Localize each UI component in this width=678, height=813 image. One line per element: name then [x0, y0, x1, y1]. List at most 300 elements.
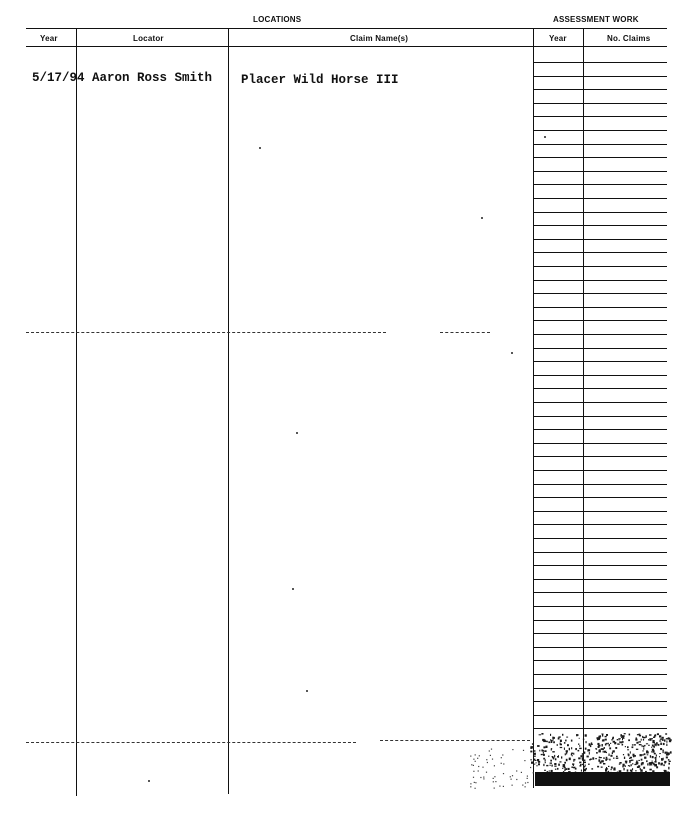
scan-speck [544, 136, 546, 138]
scan-noise-speck [583, 739, 585, 740]
scan-noise-speck [527, 778, 528, 779]
scan-noise-speck [537, 765, 538, 767]
scan-noise-speck [609, 747, 611, 749]
assessment-grid-row [533, 307, 667, 308]
scan-noise-speck [567, 768, 569, 770]
assessment-grid-row [533, 497, 667, 498]
scan-noise-speck [662, 750, 664, 751]
scan-noise-speck [605, 743, 607, 745]
scan-noise-speck [512, 749, 513, 750]
scan-noise-speck [525, 786, 526, 787]
scan-noise-speck [492, 759, 493, 760]
scan-noise-speck [544, 770, 546, 771]
column-header-claim-names: Claim Name(s) [350, 34, 409, 43]
scan-noise-speck [629, 766, 630, 767]
scan-noise-speck [502, 754, 503, 755]
scan-noise-speck [605, 739, 607, 741]
scan-noise-speck [625, 761, 627, 764]
scan-noise-speck [660, 739, 662, 740]
scan-noise-speck [659, 735, 661, 737]
scan-noise-speck [560, 740, 562, 742]
scan-noise-speck [579, 745, 580, 746]
assessment-grid-row [533, 103, 667, 104]
scan-noise-speck [603, 751, 604, 753]
scan-noise-speck [545, 759, 546, 761]
scan-noise-speck [599, 757, 600, 759]
scan-noise-speck [560, 747, 563, 748]
scan-noise-speck [608, 766, 609, 767]
scan-noise-speck [646, 743, 648, 744]
scan-noise-speck [659, 753, 661, 754]
scan-noise-speck [579, 738, 580, 739]
column-header-year: Year [40, 34, 58, 43]
scan-noise-speck [539, 734, 542, 735]
scan-noise-speck [479, 755, 480, 756]
scan-noise-speck [663, 764, 665, 766]
scan-noise-speck [551, 749, 552, 750]
scan-noise-speck [609, 759, 610, 761]
assessment-grid-row [533, 470, 667, 471]
scan-noise-speck [495, 781, 496, 782]
scan-noise-speck [576, 734, 578, 736]
scan-speck [511, 352, 513, 354]
scan-noise-speck [656, 766, 658, 768]
scan-noise-speck [471, 764, 472, 765]
column-header-assessment-year: Year [549, 34, 567, 43]
scan-noise-speck [641, 763, 643, 765]
scan-noise-speck [642, 750, 643, 751]
assessment-grid-row [533, 484, 667, 485]
scan-noise-speck [494, 776, 495, 777]
scan-noise-speck [566, 759, 568, 761]
scan-noise-speck [531, 746, 533, 748]
scan-noise-speck [627, 749, 629, 750]
scan-noise-speck [642, 754, 643, 756]
scan-noise-speck [552, 739, 553, 740]
scan-noise-speck [668, 759, 670, 761]
scan-noise-speck [512, 775, 513, 776]
scan-noise-speck [656, 742, 658, 744]
scan-noise-speck [666, 754, 668, 755]
scan-noise-speck [587, 756, 589, 758]
scan-noise-speck [538, 763, 540, 765]
scan-noise-speck [610, 743, 611, 744]
scan-noise-speck [598, 746, 600, 748]
scan-noise-speck [571, 747, 572, 749]
scan-noise-speck [532, 744, 533, 745]
scan-noise-speck [605, 759, 607, 761]
scan-noise-speck [605, 736, 607, 737]
scan-noise-speck [617, 739, 618, 740]
scan-noise-speck [663, 743, 665, 745]
scan-noise-speck [601, 734, 603, 735]
scan-noise-speck [609, 744, 610, 746]
scan-noise-speck [478, 770, 479, 771]
scan-noise-speck [655, 757, 656, 759]
scan-noise-speck [511, 779, 512, 780]
scan-noise-speck [646, 735, 647, 737]
scan-noise-speck [553, 741, 555, 743]
scan-noise-speck [567, 744, 569, 746]
scan-noise-speck [525, 782, 526, 783]
scan-noise-speck [661, 758, 663, 761]
scan-noise-speck [632, 744, 633, 745]
scan-speck [259, 147, 261, 149]
scan-noise-speck [501, 763, 502, 764]
scan-noise-speck [616, 756, 618, 757]
scan-noise-speck [491, 749, 492, 750]
assessment-grid-row [533, 361, 667, 362]
scan-noise-speck [636, 749, 638, 750]
scan-noise-speck [489, 750, 490, 751]
scan-noise-speck [604, 751, 606, 753]
scan-noise-speck [598, 750, 601, 752]
scan-noise-speck [654, 746, 655, 748]
scan-noise-speck [670, 739, 672, 741]
assessment-grid-row [533, 552, 667, 553]
scan-noise-speck [565, 768, 567, 770]
scan-noise-speck [530, 751, 532, 753]
scan-noise-speck [612, 752, 613, 754]
scan-noise-speck [549, 771, 551, 772]
scan-noise-speck [622, 744, 624, 746]
assessment-grid-row [533, 620, 667, 621]
scan-noise-speck [654, 753, 656, 755]
scan-noise-speck [582, 759, 584, 761]
scan-noise-speck [666, 752, 667, 754]
scan-noise-speck [473, 759, 474, 760]
scan-noise-speck [531, 762, 533, 764]
scan-noise-speck [474, 782, 475, 783]
assessment-grid-row [533, 647, 667, 648]
scan-noise-speck [659, 756, 660, 757]
scan-noise-speck [668, 737, 670, 739]
scan-noise-speck [584, 762, 586, 763]
scan-noise-speck [622, 738, 623, 740]
scan-noise-speck [670, 751, 672, 753]
scan-noise-speck [585, 734, 587, 736]
scan-noise-speck [613, 737, 615, 739]
entry-locator: Aaron Ross Smith [92, 71, 213, 85]
scan-noise-speck [602, 739, 604, 741]
scan-noise-speck [619, 764, 621, 765]
scan-noise-speck [483, 777, 484, 778]
scan-noise-speck [633, 755, 635, 757]
scan-noise-speck [584, 769, 586, 771]
scan-noise-speck [550, 760, 552, 762]
assessment-grid-row [533, 116, 667, 117]
assessment-grid-row [533, 62, 667, 63]
scan-noise-speck [558, 764, 560, 766]
scan-noise-speck [559, 761, 561, 762]
scan-noise-speck [611, 767, 613, 769]
scan-noise-speck [631, 764, 632, 766]
scan-noise-speck [640, 744, 642, 745]
scan-noise-speck [490, 755, 491, 756]
scan-noise-speck [597, 766, 599, 768]
scan-noise-speck [527, 782, 528, 783]
scan-noise-speck [533, 772, 534, 773]
scan-noise-speck [601, 760, 604, 762]
scan-noise-speck [627, 769, 629, 771]
scan-noise-speck [641, 739, 642, 741]
scan-noise-speck [550, 734, 551, 736]
scan-noise-speck [499, 786, 500, 787]
scan-noise-speck [649, 769, 651, 771]
scan-noise-speck [503, 763, 504, 764]
scan-noise-speck [611, 769, 612, 770]
scan-noise-speck [493, 778, 494, 779]
scan-noise-speck [652, 761, 653, 762]
scan-noise-speck [649, 734, 652, 735]
assessment-grid-row [533, 144, 667, 145]
scan-noise-speck [590, 759, 592, 761]
scan-noise-speck [473, 765, 474, 766]
scan-noise-speck [535, 760, 536, 761]
scan-noise-speck [653, 737, 655, 738]
scan-noise-speck [649, 738, 651, 741]
locations-heading: LOCATIONS [253, 15, 302, 24]
scan-noise-speck [553, 757, 555, 759]
scan-noise-speck [642, 762, 644, 765]
scan-noise-speck [624, 733, 626, 734]
scan-noise-speck [501, 757, 502, 758]
scan-noise-speck [602, 735, 603, 737]
scan-noise-speck [642, 745, 643, 747]
scan-noise-speck [561, 756, 562, 758]
scan-noise-speck [475, 761, 476, 762]
scan-noise-speck [543, 746, 545, 748]
scan-noise-speck [558, 736, 560, 737]
scan-noise-speck [572, 763, 574, 765]
column-divider-assessment-noclaims [583, 28, 584, 785]
scan-noise-speck [543, 758, 544, 760]
scan-noise-speck [622, 735, 625, 737]
scan-noise-speck [625, 746, 626, 747]
scan-noise-speck [470, 756, 471, 757]
scan-noise-speck [619, 770, 622, 772]
scan-noise-speck [628, 754, 629, 756]
assessment-grid-row [533, 89, 667, 90]
scan-noise-speck [553, 737, 555, 739]
scan-speck [481, 217, 483, 219]
scan-noise-speck [482, 767, 483, 768]
scan-noise-speck [651, 751, 652, 752]
scan-noise-speck [543, 740, 546, 743]
scan-noise-speck [656, 755, 657, 757]
assessment-grid-row [533, 157, 667, 158]
assessment-grid-row [533, 293, 667, 294]
scan-noise-speck [652, 757, 653, 758]
scan-noise-speck [632, 763, 633, 764]
column-header-locator: Locator [133, 34, 164, 43]
scan-noise-speck [538, 761, 540, 763]
scan-noise-speck [665, 733, 667, 734]
scan-noise-speck [541, 733, 543, 735]
scan-noise-speck [605, 770, 607, 772]
scan-noise-speck [621, 741, 623, 743]
scan-noise-speck [606, 734, 608, 736]
assessment-grid-row [533, 402, 667, 403]
scan-noise-speck [573, 753, 574, 755]
scan-noise-speck [534, 764, 535, 765]
scan-noise-speck [546, 765, 548, 766]
scan-noise-speck [609, 754, 610, 757]
scan-noise-speck [646, 760, 648, 762]
scan-noise-speck [591, 768, 593, 769]
scan-noise-speck [622, 766, 624, 768]
scan-noise-speck [600, 757, 602, 758]
scan-noise-speck [543, 764, 544, 766]
column-divider-locator-claims [228, 28, 229, 794]
scan-noise-speck [537, 745, 540, 747]
scan-noise-speck [638, 760, 640, 761]
scan-noise-speck [660, 743, 662, 745]
assessment-grid-row [533, 429, 667, 430]
scan-noise-speck [643, 737, 646, 739]
scan-noise-speck [470, 786, 471, 787]
assessment-grid-row [533, 538, 667, 539]
scan-noise-speck [545, 762, 546, 763]
scan-noise-speck [562, 734, 563, 736]
scan-noise-speck [565, 753, 566, 755]
scan-noise-speck [470, 783, 471, 784]
scan-noise-speck [512, 785, 513, 786]
scan-noise-speck [616, 758, 619, 759]
scan-noise-speck [493, 781, 494, 782]
scan-noise-speck [629, 760, 631, 761]
scan-noise-speck [632, 768, 633, 770]
assessment-grid-row [533, 633, 667, 634]
scan-noise-speck [582, 764, 584, 765]
scan-noise-speck [636, 762, 638, 765]
scan-speck [292, 588, 294, 590]
scan-noise-speck [643, 767, 645, 769]
assessment-grid-row [533, 388, 667, 389]
scan-noise-speck [599, 737, 600, 739]
scan-noise-speck [655, 734, 657, 736]
scan-noise-speck [562, 768, 563, 769]
scan-noise-speck [604, 747, 605, 749]
scan-noise-speck [475, 754, 476, 755]
scan-noise-speck [554, 763, 556, 765]
scan-noise-speck [557, 744, 558, 746]
scan-noise-speck [597, 743, 599, 745]
assessment-grid-row [533, 76, 667, 77]
assessment-grid-row [533, 225, 667, 226]
scan-noise-speck [544, 750, 546, 752]
scan-noise-speck [550, 763, 552, 764]
scan-noise-speck [565, 740, 567, 742]
scan-noise-speck [643, 747, 644, 750]
scan-noise-speck [550, 765, 551, 766]
scan-noise-speck [639, 734, 641, 735]
scan-noise-speck [623, 754, 624, 755]
scan-noise-speck [480, 777, 481, 778]
assessment-grid-row [533, 715, 667, 716]
scan-noise-speck [581, 770, 582, 772]
scan-noise-speck [516, 770, 517, 771]
scan-noise-speck [522, 785, 523, 786]
scan-noise-speck [566, 750, 568, 752]
scan-noise-speck [580, 765, 581, 767]
scan-noise-speck [566, 737, 568, 738]
scan-noise-speck [625, 765, 626, 767]
scan-noise-speck [596, 748, 597, 749]
scan-noise-speck [640, 769, 642, 771]
scan-noise-speck [613, 768, 615, 770]
scan-noise-speck [615, 747, 617, 749]
scan-noise-speck [563, 766, 565, 767]
assessment-grid-row [533, 511, 667, 512]
scan-noise-speck [651, 747, 652, 748]
scan-noise-speck [473, 771, 474, 772]
scan-noise-speck [582, 753, 584, 755]
scan-noise-speck [564, 762, 566, 764]
scan-noise-speck [588, 764, 589, 766]
assessment-grid-row [533, 674, 667, 675]
scan-noise-speck [647, 751, 649, 753]
scan-noise-speck [666, 757, 668, 759]
scan-noise-speck [613, 758, 614, 759]
scan-noise-speck [652, 742, 655, 743]
scan-noise-speck [541, 754, 543, 755]
scan-noise-speck [662, 739, 664, 741]
scan-noise-speck [601, 767, 603, 768]
scan-noise-speck [664, 739, 666, 741]
scan-noise-speck [628, 739, 630, 741]
assessment-grid-row [533, 130, 667, 131]
scan-noise-speck [552, 751, 555, 752]
scan-noise-speck [579, 748, 582, 749]
assessment-grid-row [533, 334, 667, 335]
scan-noise-speck [639, 735, 641, 737]
scan-noise-speck [631, 760, 633, 761]
scan-noise-speck [647, 754, 649, 755]
assessment-grid-row [533, 266, 667, 267]
scan-noise-speck [669, 761, 671, 762]
scan-noise-speck [539, 750, 540, 752]
scan-noise-speck [644, 753, 646, 755]
scan-noise-speck [657, 733, 659, 735]
scan-noise-speck [583, 767, 584, 769]
scan-noise-speck [635, 739, 637, 741]
scan-noise-speck [524, 760, 525, 761]
scan-noise-speck [554, 766, 556, 767]
scan-noise-speck [587, 749, 588, 751]
scan-noise-speck [652, 749, 654, 751]
scan-noise-speck [660, 748, 662, 750]
scan-noise-speck [623, 768, 624, 771]
scan-noise-speck [619, 741, 621, 742]
assessment-grid-row [533, 579, 667, 580]
assessment-grid-row [533, 416, 667, 417]
scan-noise-speck [534, 756, 536, 757]
assessment-grid-row [533, 252, 667, 253]
scan-noise-speck [564, 748, 565, 750]
scan-speck [148, 780, 150, 782]
scan-noise-speck [563, 764, 566, 766]
scan-noise-speck [534, 750, 536, 751]
assessment-grid-row [533, 184, 667, 185]
scan-noise-speck [629, 734, 631, 736]
scan-noise-speck [644, 757, 646, 759]
scan-noise-speck [571, 767, 573, 768]
scan-noise-speck [648, 745, 650, 746]
scan-noise-speck [557, 768, 559, 770]
scan-noise-speck [649, 765, 652, 766]
scan-noise-speck [584, 752, 586, 754]
